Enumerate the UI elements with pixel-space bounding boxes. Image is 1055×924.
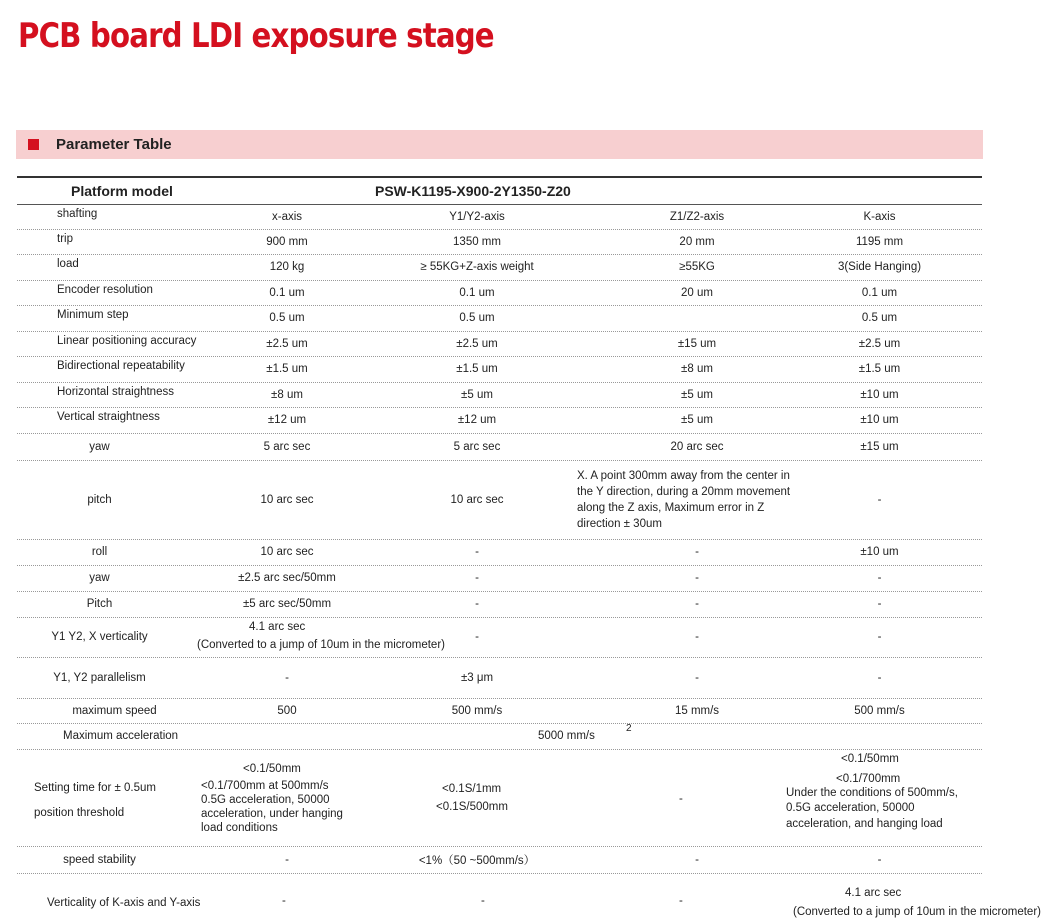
table-row-shafting <box>17 204 982 230</box>
cell-z: - <box>695 853 699 866</box>
cell-z: - <box>679 793 683 805</box>
cell-y: ±5 um <box>461 388 493 401</box>
cell-y: 1350 mm <box>453 235 501 248</box>
row-label: speed stability <box>63 853 136 866</box>
cell-z: - <box>695 671 699 684</box>
cell-z: - <box>679 895 683 907</box>
cell-y: Y1/Y2-axis <box>449 210 505 223</box>
table-row-load <box>17 254 982 281</box>
cell-k: - <box>877 598 882 610</box>
cell-y: <1%（50 ~500mm/s） <box>418 854 536 867</box>
cell-k: ±15 um <box>860 440 899 453</box>
cell-x: 10 arc sec <box>260 493 314 506</box>
cell-k: K-axis <box>863 210 896 223</box>
cell-k: - <box>877 493 882 506</box>
cell-x: - <box>285 671 289 684</box>
row-label: Horizontal straightness <box>57 386 174 398</box>
cell-z: Z1/Z2-axis <box>669 210 725 223</box>
cell-x: - <box>285 853 289 866</box>
cell-x: 10 arc sec <box>260 546 314 558</box>
cell-z: 20 mm <box>679 235 715 248</box>
cell-k: ±2.5 um <box>858 337 901 350</box>
cell-k: - <box>877 631 882 643</box>
table-row-horizontal-straightness <box>17 382 982 408</box>
cell-z-line: X. A point 300mm away from the center in <box>577 469 790 482</box>
cell-y: - <box>475 572 479 584</box>
cell-k: - <box>877 671 882 684</box>
table-row-vertical-straightness <box>17 407 982 434</box>
cell-z-line: the Y direction, during a 20mm movement <box>577 485 791 498</box>
cell-x-line: <0.1/50mm <box>243 763 301 775</box>
cell-z: 20 arc sec <box>670 440 724 453</box>
cell-y: ±1.5 um <box>456 363 498 375</box>
cell-x: 5 arc sec <box>263 440 311 453</box>
cell-x: ±8 um <box>271 388 303 401</box>
cell-k-line: acceleration, and hanging load <box>786 818 943 830</box>
cell-x: 500 <box>277 704 297 717</box>
cell-z: - <box>695 572 699 584</box>
cell-k: - <box>877 572 882 584</box>
cell-y: 0.1 um <box>459 286 495 299</box>
row-label: Verticality of K-axis and Y-axis <box>47 897 201 909</box>
cell-z-line: along the Z axis, Maximum error in Z <box>577 501 765 514</box>
table-row-setting-time <box>17 749 982 847</box>
section-title: Parameter Table <box>56 136 172 153</box>
row-label: Linear positioning accuracy <box>57 335 197 347</box>
cell-z: ±5 um <box>681 388 713 401</box>
cell-y: 10 arc sec <box>450 493 504 506</box>
platform-model-label: Platform model <box>71 183 173 199</box>
cell-k: - <box>877 853 882 866</box>
cell-k-line: 4.1 arc sec <box>845 887 902 899</box>
section-square-icon <box>28 139 39 150</box>
row-label: shafting <box>57 208 98 220</box>
row-label: Bidirectional repeatability <box>57 360 185 372</box>
cell-x: ±2.5 um <box>266 337 308 350</box>
table-row-pitch <box>17 460 982 540</box>
cell-y: - <box>475 598 479 610</box>
cell-y: ≥ 55KG+Z-axis weight <box>420 261 534 273</box>
cell-y-line: <0.1S/1mm <box>442 783 502 795</box>
row-label: maximum speed <box>72 704 157 717</box>
cell-x: ±12 um <box>267 414 307 426</box>
cell-k-line: Under the conditions of 500mm/s, <box>786 787 958 799</box>
cell-z: ≥55KG <box>679 261 715 273</box>
row-label: Vertical straightness <box>57 411 160 423</box>
cell-k: 500 mm/s <box>854 704 905 717</box>
cell-x: 120 kg <box>269 261 305 273</box>
cell-k: 1195 mm <box>855 235 904 248</box>
row-label: Y1 Y2, X verticality <box>51 631 148 643</box>
cell-z <box>577 305 817 331</box>
row-label: pitch <box>87 493 112 506</box>
cell-k: 0.5 um <box>861 312 898 324</box>
cell-x: 900 mm <box>266 235 308 248</box>
row-label: Minimum step <box>57 309 129 321</box>
cell-y: ±3 μm <box>460 671 494 684</box>
row-label: roll <box>91 546 108 558</box>
cell-y: - <box>481 895 485 907</box>
cell-k-line: 0.5G acceleration, 50000 <box>786 802 915 814</box>
cell-y: - <box>475 631 479 643</box>
cell-y-line: <0.1S/500mm <box>436 801 508 813</box>
cell-x: ±5 arc sec/50mm <box>242 598 332 610</box>
cell-x: 0.5 um <box>269 312 305 324</box>
table-header-row <box>17 178 982 205</box>
cell-x: ±1.5 um <box>266 363 308 375</box>
row-label: Maximum acceleration <box>63 730 179 742</box>
cell-k: 0.1 um <box>861 286 898 299</box>
row-label-line: Setting time for ± 0.5um <box>34 782 157 794</box>
cell-x-line: load conditions <box>201 822 278 834</box>
cell-x: 4.1 arc sec <box>249 621 306 633</box>
row-label: Encoder resolution <box>57 284 153 296</box>
cell-z: ±15 um <box>677 337 717 350</box>
cell-x: x-axis <box>271 210 303 223</box>
cell-k: ±1.5 um <box>858 363 901 375</box>
cell-k: ±10 um <box>860 546 899 558</box>
row-label: yaw <box>89 572 110 584</box>
table-row-k-y-verticality <box>17 873 1041 921</box>
table-row-yaw <box>17 433 982 461</box>
cell-y: ±2.5 um <box>456 337 498 350</box>
cell-y: 0.5 um <box>459 312 495 324</box>
cell-z: 20 um <box>681 286 713 299</box>
row-label-line: position threshold <box>34 807 125 819</box>
cell-z: - <box>695 546 699 558</box>
cell-k: 3(Side Hanging) <box>837 261 922 273</box>
cell-z: ±5 um <box>681 414 713 426</box>
cell-k: ±10 um <box>860 388 899 401</box>
superscript: 2 <box>626 723 632 734</box>
table-row-maximum-speed <box>17 698 982 724</box>
cell-y: - <box>475 546 479 558</box>
cell-y: ±12 um <box>457 414 497 426</box>
table-row-roll <box>17 539 982 566</box>
cell-x-line: 0.5G acceleration, 50000 <box>201 794 330 806</box>
cell-z: 15 mm/s <box>674 704 720 717</box>
table-row-yaw-per-50mm <box>17 565 982 592</box>
table-row-pitch-per-50mm <box>17 591 982 618</box>
cell-z: - <box>695 631 699 643</box>
cell-z: - <box>695 598 699 610</box>
row-label: Pitch <box>86 598 113 610</box>
cell-y: 5 arc sec <box>453 440 501 453</box>
cell-k-line: <0.1/700mm <box>836 773 901 785</box>
table-row-maximum-acceleration <box>17 723 982 750</box>
table-row-minimum-step <box>17 305 982 332</box>
page-title: PCB board LDI exposure stage <box>18 16 494 56</box>
platform-model-value: PSW-K1195-X900-2Y1350-Z20 <box>375 183 571 199</box>
cell-z-line: direction ± 30um <box>577 517 662 530</box>
cell-y: 500 mm/s <box>451 704 503 717</box>
cell-z: ±8 um <box>681 363 713 375</box>
row-label: yaw <box>89 440 110 453</box>
section-header <box>16 130 983 159</box>
cell-x: ±2.5 arc sec/50mm <box>238 572 336 584</box>
table-row-y1y2-parallelism <box>17 657 982 699</box>
table-row-bidirectional-repeatability <box>17 356 982 383</box>
table-row-linear-accuracy <box>17 331 982 357</box>
table-row-trip <box>17 229 982 255</box>
table-row-speed-stability <box>17 846 982 874</box>
row-label: trip <box>57 233 73 245</box>
table-row-encoder-resolution <box>17 280 982 306</box>
cell-k-line: (Converted to a jump of 10um in the micrometer) <box>793 906 1041 918</box>
cell-x-line: <0.1/700mm at 500mm/s <box>201 780 329 792</box>
cell-x-line: acceleration, under hanging <box>201 808 343 820</box>
cell-k: ±10 um <box>860 414 899 426</box>
cell-value: 5000 mm/s <box>538 730 595 742</box>
cell-x-note: (Converted to a jump of 10um in the micrometer) <box>197 639 445 651</box>
row-label: Y1, Y2 parallelism <box>53 671 146 684</box>
table-row-y1y2-x-verticality <box>17 617 982 658</box>
cell-x: - <box>282 895 286 907</box>
row-label: load <box>57 258 79 270</box>
cell-k-line: <0.1/50mm <box>841 753 899 765</box>
cell-x: 0.1 um <box>269 286 305 299</box>
